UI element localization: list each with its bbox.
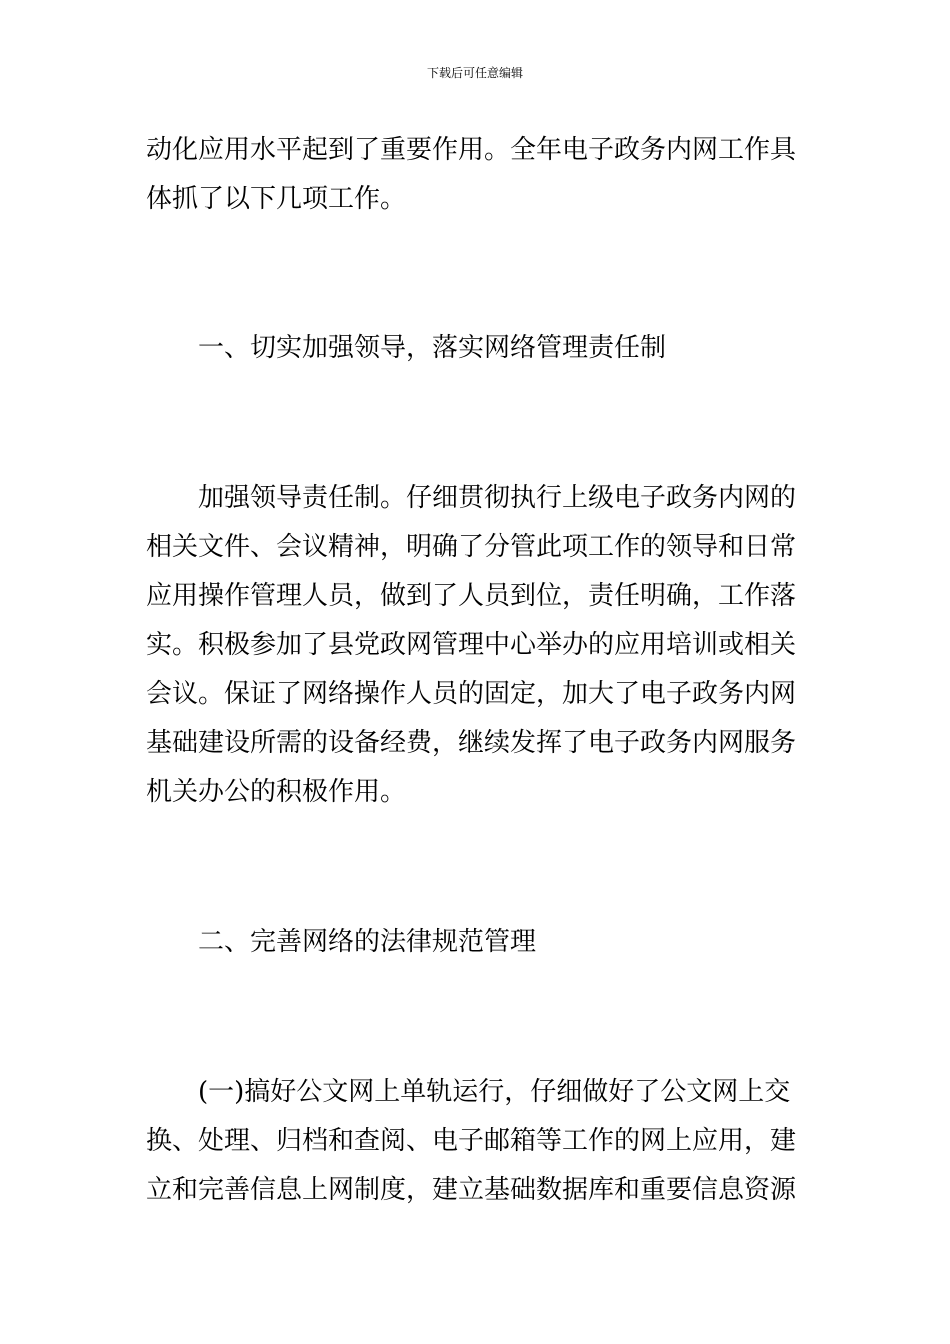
section-heading-1 xyxy=(146,324,810,373)
page-header-note: 下载后可任意编辑 xyxy=(426,66,523,80)
paragraph-line: 立和完善信息上网制度，建立基础数据库和重要信息资源 xyxy=(146,1175,797,1205)
paragraph-line: 应用操作管理人员，做到了人员到位，责任明确，工作落 xyxy=(146,581,797,611)
paragraph-line: 动化应用水平起到了重要作用。全年电子政务内网工作具 xyxy=(146,135,797,165)
paragraph-line: 实。积极参加了县党政网管理中心举办的应用培训或相关 xyxy=(146,630,797,660)
section-heading-2 xyxy=(146,918,810,967)
paragraph-line: 加强领导责任制。仔细贯彻执行上级电子政务内网的 xyxy=(198,483,797,513)
paragraph-line: 机关办公的积极作用。 xyxy=(146,777,407,807)
heading-text: 一、切实加强领导，落实网络管理责任制 xyxy=(198,333,667,363)
paragraph-line: 会议。保证了网络操作人员的固定，加大了电子政务内网 xyxy=(146,679,797,709)
paragraph-line: 换、处理、归档和查阅、电子邮箱等工作的网上应用，建 xyxy=(146,1126,797,1156)
paragraph-continuation xyxy=(146,126,810,224)
heading-text: 二、完善网络的法律规范管理 xyxy=(198,927,537,957)
paragraph-leadership xyxy=(146,474,810,817)
paragraph-line: 相关文件、会议精神，明确了分管此项工作的领导和日常 xyxy=(146,532,797,562)
paragraph-line: (一)搞好公文网上单轨运行，仔细做好了公文网上交 xyxy=(198,1077,791,1107)
paragraph-line: 基础建设所需的设备经费，继续发挥了电子政务内网服务 xyxy=(146,728,797,758)
paragraph-official-documents xyxy=(146,1068,810,1215)
paragraph-line: 体抓了以下几项工作。 xyxy=(146,184,407,214)
